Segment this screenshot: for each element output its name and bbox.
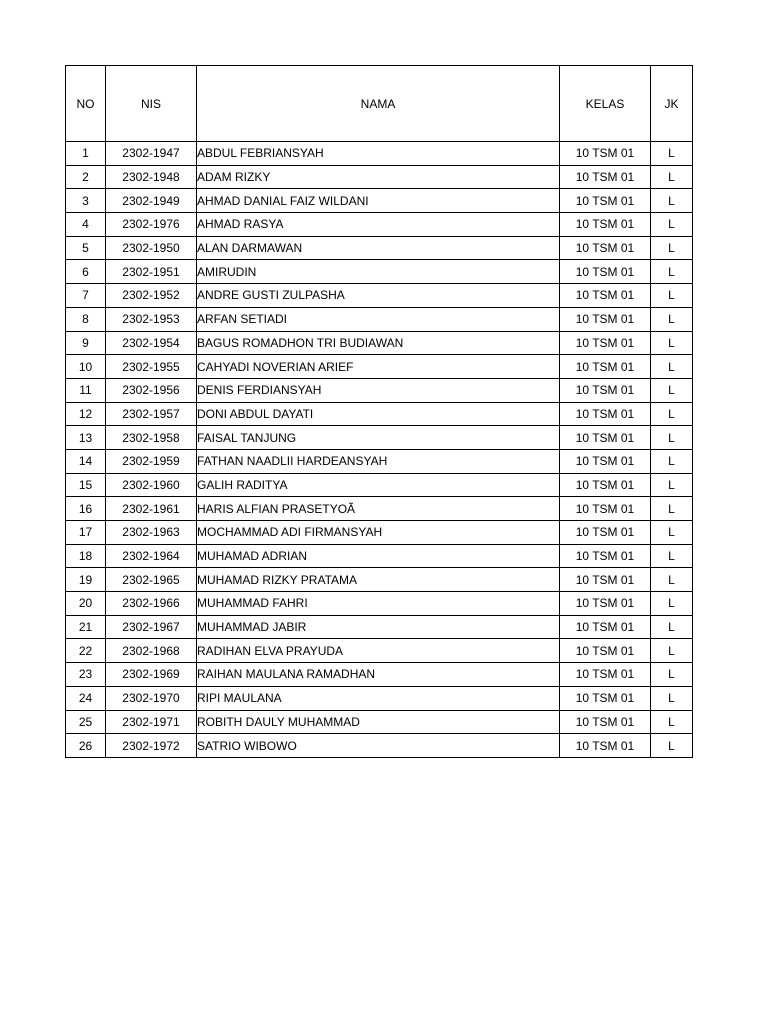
- cell-kelas: 10 TSM 01: [560, 260, 651, 284]
- cell-nis: 2302-1956: [106, 378, 197, 402]
- cell-jk: L: [651, 426, 693, 450]
- cell-no: 22: [66, 639, 106, 663]
- cell-nama: ALAN DARMAWAN: [197, 236, 560, 260]
- cell-no: 8: [66, 307, 106, 331]
- cell-nis: 2302-1972: [106, 734, 197, 758]
- cell-kelas: 10 TSM 01: [560, 165, 651, 189]
- cell-kelas: 10 TSM 01: [560, 686, 651, 710]
- cell-nis: 2302-1963: [106, 521, 197, 545]
- table-row: [66, 473, 693, 497]
- cell-jk: L: [651, 402, 693, 426]
- cell-nis: 2302-1966: [106, 592, 197, 616]
- cell-no: 1: [66, 142, 106, 166]
- cell-jk: L: [651, 284, 693, 308]
- table-row: [66, 307, 693, 331]
- cell-nama: ARFAN SETIADI: [197, 307, 560, 331]
- cell-jk: L: [651, 710, 693, 734]
- table-row: [66, 355, 693, 379]
- student-roster-table: [65, 65, 693, 758]
- cell-nis: 2302-1950: [106, 236, 197, 260]
- cell-jk: L: [651, 639, 693, 663]
- cell-no: 26: [66, 734, 106, 758]
- cell-no: 11: [66, 378, 106, 402]
- cell-nis: 2302-1960: [106, 473, 197, 497]
- cell-jk: L: [651, 165, 693, 189]
- cell-nis: 2302-1971: [106, 710, 197, 734]
- cell-no: 3: [66, 189, 106, 213]
- cell-jk: L: [651, 307, 693, 331]
- cell-nis: 2302-1947: [106, 142, 197, 166]
- cell-nis: 2302-1952: [106, 284, 197, 308]
- cell-kelas: 10 TSM 01: [560, 639, 651, 663]
- table-row: [66, 142, 693, 166]
- cell-no: 18: [66, 544, 106, 568]
- table-row: [66, 449, 693, 473]
- cell-nama: RAIHAN MAULANA RAMADHAN: [197, 663, 560, 687]
- table-body: [66, 142, 693, 758]
- cell-kelas: 10 TSM 01: [560, 355, 651, 379]
- cell-no: 6: [66, 260, 106, 284]
- header-no: NO: [66, 66, 106, 142]
- cell-no: 23: [66, 663, 106, 687]
- cell-jk: L: [651, 473, 693, 497]
- cell-no: 20: [66, 592, 106, 616]
- cell-jk: L: [651, 734, 693, 758]
- cell-nis: 2302-1969: [106, 663, 197, 687]
- cell-no: 12: [66, 402, 106, 426]
- header-kelas: KELAS: [560, 66, 651, 142]
- cell-no: 17: [66, 521, 106, 545]
- cell-nama: AHMAD DANIAL FAIZ WILDANI: [197, 189, 560, 213]
- cell-nis: 2302-1955: [106, 355, 197, 379]
- cell-kelas: 10 TSM 01: [560, 378, 651, 402]
- header-nis: NIS: [106, 66, 197, 142]
- cell-kelas: 10 TSM 01: [560, 189, 651, 213]
- cell-nama: MOCHAMMAD ADI FIRMANSYAH: [197, 521, 560, 545]
- cell-kelas: 10 TSM 01: [560, 663, 651, 687]
- cell-kelas: 10 TSM 01: [560, 544, 651, 568]
- header-jk: JK: [651, 66, 693, 142]
- cell-jk: L: [651, 521, 693, 545]
- cell-jk: L: [651, 331, 693, 355]
- cell-nama: ANDRE GUSTI ZULPASHA: [197, 284, 560, 308]
- cell-kelas: 10 TSM 01: [560, 142, 651, 166]
- cell-no: 25: [66, 710, 106, 734]
- cell-no: 14: [66, 449, 106, 473]
- cell-nama: FAISAL TANJUNG: [197, 426, 560, 450]
- cell-nama: SATRIO WIBOWO: [197, 734, 560, 758]
- cell-jk: L: [651, 568, 693, 592]
- cell-nama: BAGUS ROMADHON TRI BUDIAWAN: [197, 331, 560, 355]
- cell-jk: L: [651, 449, 693, 473]
- table-row: [66, 189, 693, 213]
- table-row: [66, 236, 693, 260]
- cell-nama: AMIRUDIN: [197, 260, 560, 284]
- cell-nis: 2302-1968: [106, 639, 197, 663]
- cell-no: 10: [66, 355, 106, 379]
- cell-kelas: 10 TSM 01: [560, 236, 651, 260]
- cell-no: 15: [66, 473, 106, 497]
- table-row: [66, 592, 693, 616]
- cell-nama: DENIS FERDIANSYAH: [197, 378, 560, 402]
- cell-jk: L: [651, 663, 693, 687]
- cell-kelas: 10 TSM 01: [560, 331, 651, 355]
- cell-nis: 2302-1964: [106, 544, 197, 568]
- cell-kelas: 10 TSM 01: [560, 521, 651, 545]
- cell-nis: 2302-1959: [106, 449, 197, 473]
- cell-kelas: 10 TSM 01: [560, 402, 651, 426]
- cell-nama: MUHAMAD RIZKY PRATAMA: [197, 568, 560, 592]
- cell-nama: RIPI MAULANA: [197, 686, 560, 710]
- cell-no: 4: [66, 213, 106, 237]
- table-row: [66, 568, 693, 592]
- cell-kelas: 10 TSM 01: [560, 710, 651, 734]
- cell-jk: L: [651, 213, 693, 237]
- cell-jk: L: [651, 615, 693, 639]
- table-row: [66, 497, 693, 521]
- cell-kelas: 10 TSM 01: [560, 615, 651, 639]
- cell-no: 19: [66, 568, 106, 592]
- cell-nis: 2302-1965: [106, 568, 197, 592]
- cell-kelas: 10 TSM 01: [560, 449, 651, 473]
- table-header-row: [66, 66, 693, 142]
- cell-nis: 2302-1951: [106, 260, 197, 284]
- cell-no: 21: [66, 615, 106, 639]
- cell-jk: L: [651, 355, 693, 379]
- cell-nis: 2302-1961: [106, 497, 197, 521]
- cell-nama: MUHAMAD ADRIAN: [197, 544, 560, 568]
- table-row: [66, 284, 693, 308]
- cell-kelas: 10 TSM 01: [560, 473, 651, 497]
- cell-jk: L: [651, 260, 693, 284]
- cell-jk: L: [651, 592, 693, 616]
- cell-nama: ADAM RIZKY: [197, 165, 560, 189]
- cell-jk: L: [651, 142, 693, 166]
- table-row: [66, 213, 693, 237]
- cell-no: 2: [66, 165, 106, 189]
- student-roster-sheet: [65, 65, 693, 758]
- cell-no: 5: [66, 236, 106, 260]
- cell-jk: L: [651, 189, 693, 213]
- table-row: [66, 710, 693, 734]
- table-row: [66, 378, 693, 402]
- cell-nama: FATHAN NAADLII HARDEANSYAH: [197, 449, 560, 473]
- table-row: [66, 402, 693, 426]
- cell-kelas: 10 TSM 01: [560, 592, 651, 616]
- cell-kelas: 10 TSM 01: [560, 307, 651, 331]
- cell-nis: 2302-1949: [106, 189, 197, 213]
- table-row: [66, 521, 693, 545]
- cell-no: 24: [66, 686, 106, 710]
- cell-no: 16: [66, 497, 106, 521]
- cell-kelas: 10 TSM 01: [560, 734, 651, 758]
- cell-nama: MUHAMMAD FAHRI: [197, 592, 560, 616]
- cell-jk: L: [651, 236, 693, 260]
- cell-jk: L: [651, 544, 693, 568]
- cell-nis: 2302-1967: [106, 615, 197, 639]
- cell-no: 13: [66, 426, 106, 450]
- cell-nis: 2302-1953: [106, 307, 197, 331]
- table-row: [66, 734, 693, 758]
- cell-kelas: 10 TSM 01: [560, 213, 651, 237]
- cell-jk: L: [651, 497, 693, 521]
- table-row: [66, 663, 693, 687]
- cell-no: 7: [66, 284, 106, 308]
- cell-nama: CAHYADI NOVERIAN ARIEF: [197, 355, 560, 379]
- table-row: [66, 639, 693, 663]
- table-row: [66, 165, 693, 189]
- cell-nama: DONI ABDUL DAYATI: [197, 402, 560, 426]
- cell-kelas: 10 TSM 01: [560, 426, 651, 450]
- cell-no: 9: [66, 331, 106, 355]
- cell-kelas: 10 TSM 01: [560, 497, 651, 521]
- cell-nis: 2302-1976: [106, 213, 197, 237]
- table-row: [66, 686, 693, 710]
- cell-nis: 2302-1970: [106, 686, 197, 710]
- cell-nama: GALIH RADITYA: [197, 473, 560, 497]
- cell-nama: MUHAMMAD JABIR: [197, 615, 560, 639]
- cell-nama: ROBITH DAULY MUHAMMAD: [197, 710, 560, 734]
- cell-nama: RADIHAN ELVA PRAYUDA: [197, 639, 560, 663]
- table-row: [66, 331, 693, 355]
- table-row: [66, 260, 693, 284]
- cell-nis: 2302-1948: [106, 165, 197, 189]
- cell-kelas: 10 TSM 01: [560, 568, 651, 592]
- cell-nama: AHMAD RASYA: [197, 213, 560, 237]
- cell-nama: ABDUL FEBRIANSYAH: [197, 142, 560, 166]
- table-row: [66, 615, 693, 639]
- cell-kelas: 10 TSM 01: [560, 284, 651, 308]
- cell-jk: L: [651, 686, 693, 710]
- cell-nis: 2302-1954: [106, 331, 197, 355]
- cell-nis: 2302-1957: [106, 402, 197, 426]
- header-nama: NAMA: [197, 66, 560, 142]
- cell-nis: 2302-1958: [106, 426, 197, 450]
- cell-jk: L: [651, 378, 693, 402]
- table-row: [66, 426, 693, 450]
- cell-nama: HARIS ALFIAN PRASETYOÃ: [197, 497, 560, 521]
- table-row: [66, 544, 693, 568]
